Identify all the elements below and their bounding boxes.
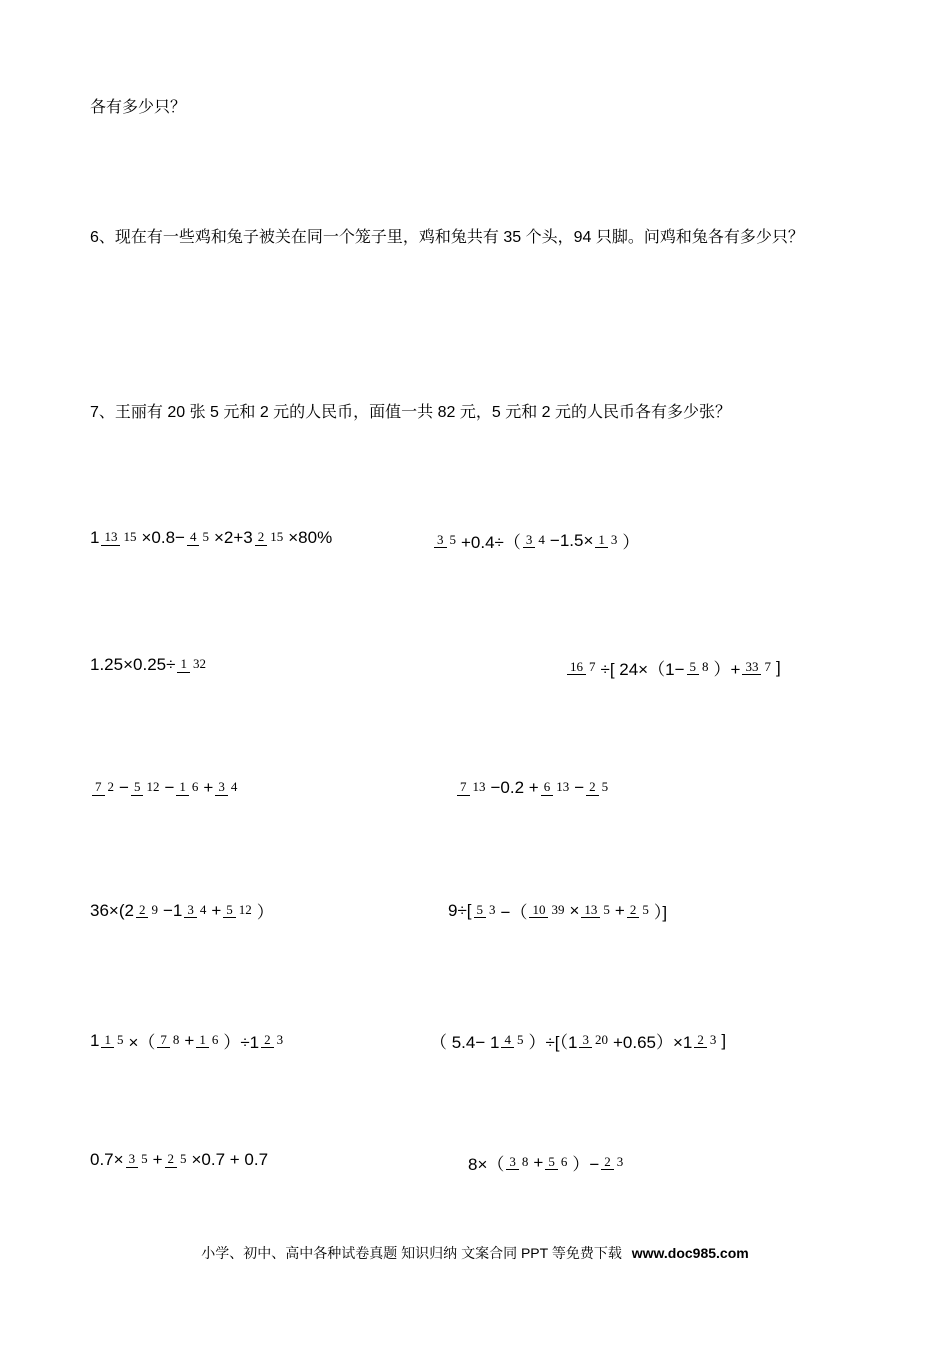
- expression-text: +: [152, 1150, 163, 1169]
- expression-text: ]: [775, 657, 781, 677]
- expression-5-right: [430, 1028, 726, 1053]
- fraction: 3 20: [579, 1033, 611, 1049]
- expression-text: ×0.8−: [141, 528, 185, 547]
- expression-text: −（: [500, 903, 528, 922]
- fraction: 5 3: [474, 903, 499, 919]
- fraction: 5 6: [545, 1155, 570, 1171]
- fraction: 3 4: [215, 780, 240, 796]
- fraction: 7 8: [157, 1033, 182, 1049]
- expression-text: −1.5×: [549, 530, 594, 550]
- fraction: 2 5: [627, 903, 652, 919]
- expression-text: ]: [721, 1030, 727, 1050]
- expression-text: 8×（: [468, 1155, 505, 1174]
- fraction: 3 8: [506, 1155, 531, 1171]
- expression-4-right: [448, 898, 667, 923]
- expression-text: +: [203, 778, 214, 797]
- footer: [0, 1243, 950, 1263]
- fraction: 6 13: [541, 780, 573, 796]
- expression-text: −: [164, 778, 175, 797]
- intro-question-text: 各有多少只？: [90, 99, 187, 116]
- expression-text: ×: [569, 900, 580, 920]
- expression-2-right: [565, 655, 781, 680]
- expression-text: ）÷[（1: [528, 1033, 578, 1052]
- expression-text: ）÷1: [223, 1033, 260, 1052]
- footer-text: 小学、初中、高中各种试卷真题 知识归纳 文案合同 PPT 等免费下载: [201, 1245, 622, 1261]
- expression-text: +0.65）×1: [612, 1033, 693, 1052]
- fraction: 1 6: [176, 780, 201, 796]
- expression-text: ÷[ 24×（1−: [600, 660, 685, 679]
- fraction: 5 8: [687, 660, 712, 676]
- expression-text: +0.4÷（: [461, 533, 521, 552]
- expression-text: 36×(2: [90, 900, 134, 920]
- expression-text: −1: [162, 900, 183, 920]
- fraction: 1 3: [595, 533, 620, 549]
- footer-url: www.doc985.com: [631, 1245, 749, 1261]
- fraction: 2 3: [601, 1155, 626, 1171]
- fraction: 1 32: [177, 657, 209, 673]
- expression-text: ×80%: [288, 528, 333, 547]
- fraction: 5 12: [131, 780, 163, 796]
- expression-text: ×2+3: [213, 528, 253, 547]
- expression-text: 1: [90, 528, 100, 547]
- fraction: 3 5: [434, 533, 459, 549]
- fraction: 1 5: [101, 1033, 126, 1049]
- expression-3-right: [455, 778, 613, 798]
- expression-text: +: [184, 1030, 195, 1050]
- fraction: 2 5: [586, 780, 611, 796]
- expression-text: 0.7×: [90, 1150, 124, 1169]
- fraction: 2 3: [261, 1033, 286, 1049]
- expression-text: +: [614, 900, 625, 920]
- expression-5-left: [90, 1028, 288, 1053]
- expression-text: ×（: [128, 1033, 156, 1052]
- expression-text: ）: [256, 903, 274, 922]
- expression-3-left: [90, 778, 242, 798]
- fraction: 10 39: [529, 903, 567, 919]
- expression-2-left: [90, 655, 211, 675]
- expression-1-left: [90, 528, 332, 548]
- fraction: 3 5: [126, 1152, 151, 1168]
- fraction: 13 5: [581, 903, 613, 919]
- expression-text: ）: [622, 533, 640, 552]
- expression-text: 1: [90, 1030, 100, 1050]
- problem-6-text: 6、现在有一些鸡和兔子被关在同一个笼子里，鸡和兔共有 35 个头，94 只脚。问鸡和兔各有多少只？: [90, 229, 804, 246]
- expression-text: （ 5.4− 1: [430, 1033, 500, 1052]
- fraction: 7 13: [457, 780, 489, 796]
- fraction: 2 3: [694, 1033, 719, 1049]
- expression-text: +: [211, 900, 222, 920]
- expression-text: −: [574, 778, 585, 797]
- fraction: 7 2: [92, 780, 117, 796]
- expression-text: 1.25×0.25÷: [90, 655, 176, 674]
- fraction: 5 12: [223, 903, 255, 919]
- expression-text: ×0.7 + 0.7: [191, 1150, 269, 1169]
- expression-text: ）+: [713, 660, 741, 679]
- fraction: 16 7: [567, 660, 599, 676]
- fraction: 3 4: [523, 533, 548, 549]
- expression-4-left: [90, 898, 274, 923]
- expression-text: ）−: [572, 1155, 600, 1174]
- expression-1-right: [432, 528, 639, 553]
- fraction: 33 7: [742, 660, 774, 676]
- fraction: 4 5: [187, 530, 212, 546]
- expression-text: ）]: [653, 903, 668, 922]
- fraction: 2 9: [136, 903, 161, 919]
- expression-text: +: [533, 1152, 544, 1172]
- expression-text: −: [119, 778, 129, 797]
- expression-6-right: [468, 1150, 628, 1175]
- fraction: 13 15: [101, 530, 139, 546]
- expression-6-left: [90, 1150, 268, 1170]
- fraction: 2 15: [255, 530, 287, 546]
- problem-7-text: 7、王丽有 20 张 5 元和 2 元的人民币，面值一共 82 元，5 元和 2 元的人民币各有多少张？: [90, 404, 731, 421]
- expression-text: −0.2 +: [490, 778, 539, 797]
- fraction: 4 5: [501, 1033, 526, 1049]
- fraction: 1 6: [196, 1033, 221, 1049]
- fraction: 3 4: [184, 903, 209, 919]
- fraction: 2 5: [165, 1152, 190, 1168]
- expression-text: 9÷[: [448, 900, 472, 920]
